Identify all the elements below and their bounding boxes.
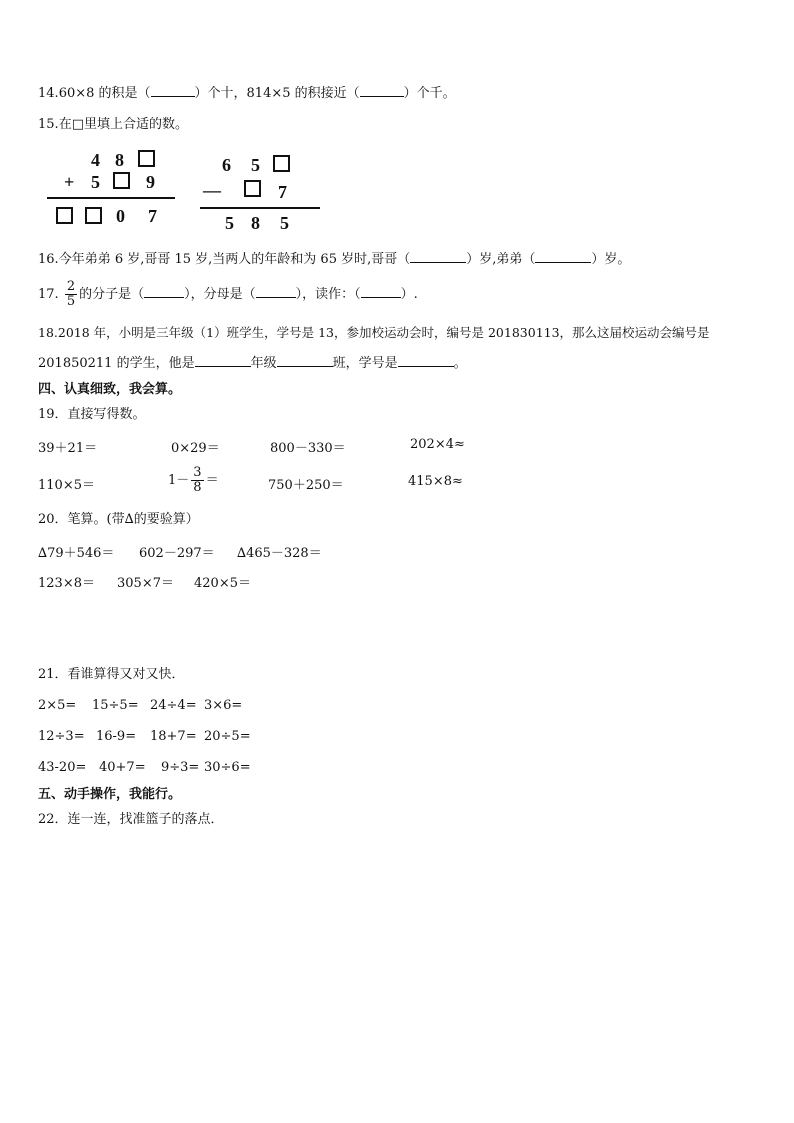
- calc-item: 2×5=: [38, 698, 77, 713]
- calc-item: 20÷5=: [204, 729, 251, 744]
- calc-item-fraction: 1－ $\frac{3}{8}$ ＝: [168, 465, 219, 495]
- fill-box[interactable]: [56, 207, 73, 224]
- calc-item: 602－297＝: [139, 546, 215, 561]
- calc-item: 305×7＝: [117, 576, 174, 591]
- answer-blank[interactable]: [277, 354, 333, 367]
- question-21: 21．看谁算得又对又快．: [38, 667, 185, 682]
- calc-item: 15÷5=: [92, 698, 139, 713]
- calc-item: 12÷3=: [38, 729, 85, 744]
- calc-item: 3×6=: [204, 698, 243, 713]
- calc-item: 0×29＝: [171, 441, 220, 456]
- fraction-three-eighths: $\frac{3}{8}$: [193, 465, 202, 495]
- calc-item: 9÷3=: [161, 760, 200, 775]
- answer-blank[interactable]: [398, 354, 454, 367]
- calc-item: 43-20=: [38, 760, 87, 775]
- fill-box[interactable]: [273, 155, 290, 172]
- fill-box[interactable]: [113, 172, 130, 189]
- question-15: 15.在□里填上合适的数。: [38, 117, 188, 132]
- answer-blank[interactable]: [361, 285, 401, 298]
- answer-blank[interactable]: [535, 250, 591, 263]
- answer-blank[interactable]: [195, 354, 251, 367]
- calc-item: 202×4≈: [410, 437, 465, 452]
- question-18-line1: 18.2018 年，小明是三年级（1）班学生，学号是 13，参加校运动会时，编号是 201830113，那么这届校运动会编号是: [38, 325, 710, 340]
- calc-item: 30÷6=: [204, 760, 251, 775]
- calc-item: ∆79＋546＝: [38, 546, 115, 561]
- question-20: 20．笔算。(带∆的要验算）: [38, 512, 199, 527]
- question-22: 22．连一连，找准篮子的落点．: [38, 812, 224, 827]
- calc-item: 420×5＝: [194, 576, 251, 591]
- calc-item: 415×8≈: [408, 474, 463, 489]
- question-19: 19．直接写得数。: [38, 407, 146, 422]
- question-18-line2: 201850211 的学生，他是 年级 班，学号是 。: [38, 356, 467, 371]
- calc-item: 40+7=: [99, 760, 146, 775]
- answer-blank[interactable]: [410, 250, 466, 263]
- fill-box[interactable]: [244, 180, 261, 197]
- section-5-heading: 五、动手操作，我能行。: [38, 787, 182, 802]
- calc-item: 110×5＝: [38, 478, 95, 493]
- calc-item: 18+7=: [150, 729, 197, 744]
- calc-item: ∆465－328＝: [237, 546, 322, 561]
- question-17: 17. $\frac{2}{5}$ 的分子是（ ），分母是（ ），读作：（ ）.: [38, 279, 418, 309]
- calc-item: 800－330＝: [270, 441, 346, 456]
- difference-rule: [200, 207, 320, 209]
- calc-item: 24÷4=: [150, 698, 197, 713]
- calc-item: 750＋250＝: [268, 478, 344, 493]
- fill-box[interactable]: [85, 207, 102, 224]
- question-16: 16.今年弟弟 6 岁,哥哥 15 岁,当两人的年龄和为 65 岁时,哥哥（ ）岁,弟弟（ ）岁。: [38, 252, 631, 267]
- calc-item: 123×8＝: [38, 576, 95, 591]
- answer-blank[interactable]: [144, 285, 184, 298]
- calc-item: 39＋21＝: [38, 441, 98, 456]
- fill-box[interactable]: [138, 150, 155, 167]
- calc-item: 16-9=: [96, 729, 137, 744]
- fraction-two-fifths: $\frac{2}{5}$: [66, 279, 76, 309]
- answer-blank[interactable]: [360, 84, 404, 97]
- answer-blank[interactable]: [256, 285, 296, 298]
- sum-rule: [47, 197, 175, 199]
- answer-blank[interactable]: [151, 84, 195, 97]
- section-4-heading: 四、认真细致，我会算。: [38, 382, 182, 397]
- question-14: 14.60×8 的积是（ ）个十，814×5 的积接近（ ）个千。: [38, 86, 456, 101]
